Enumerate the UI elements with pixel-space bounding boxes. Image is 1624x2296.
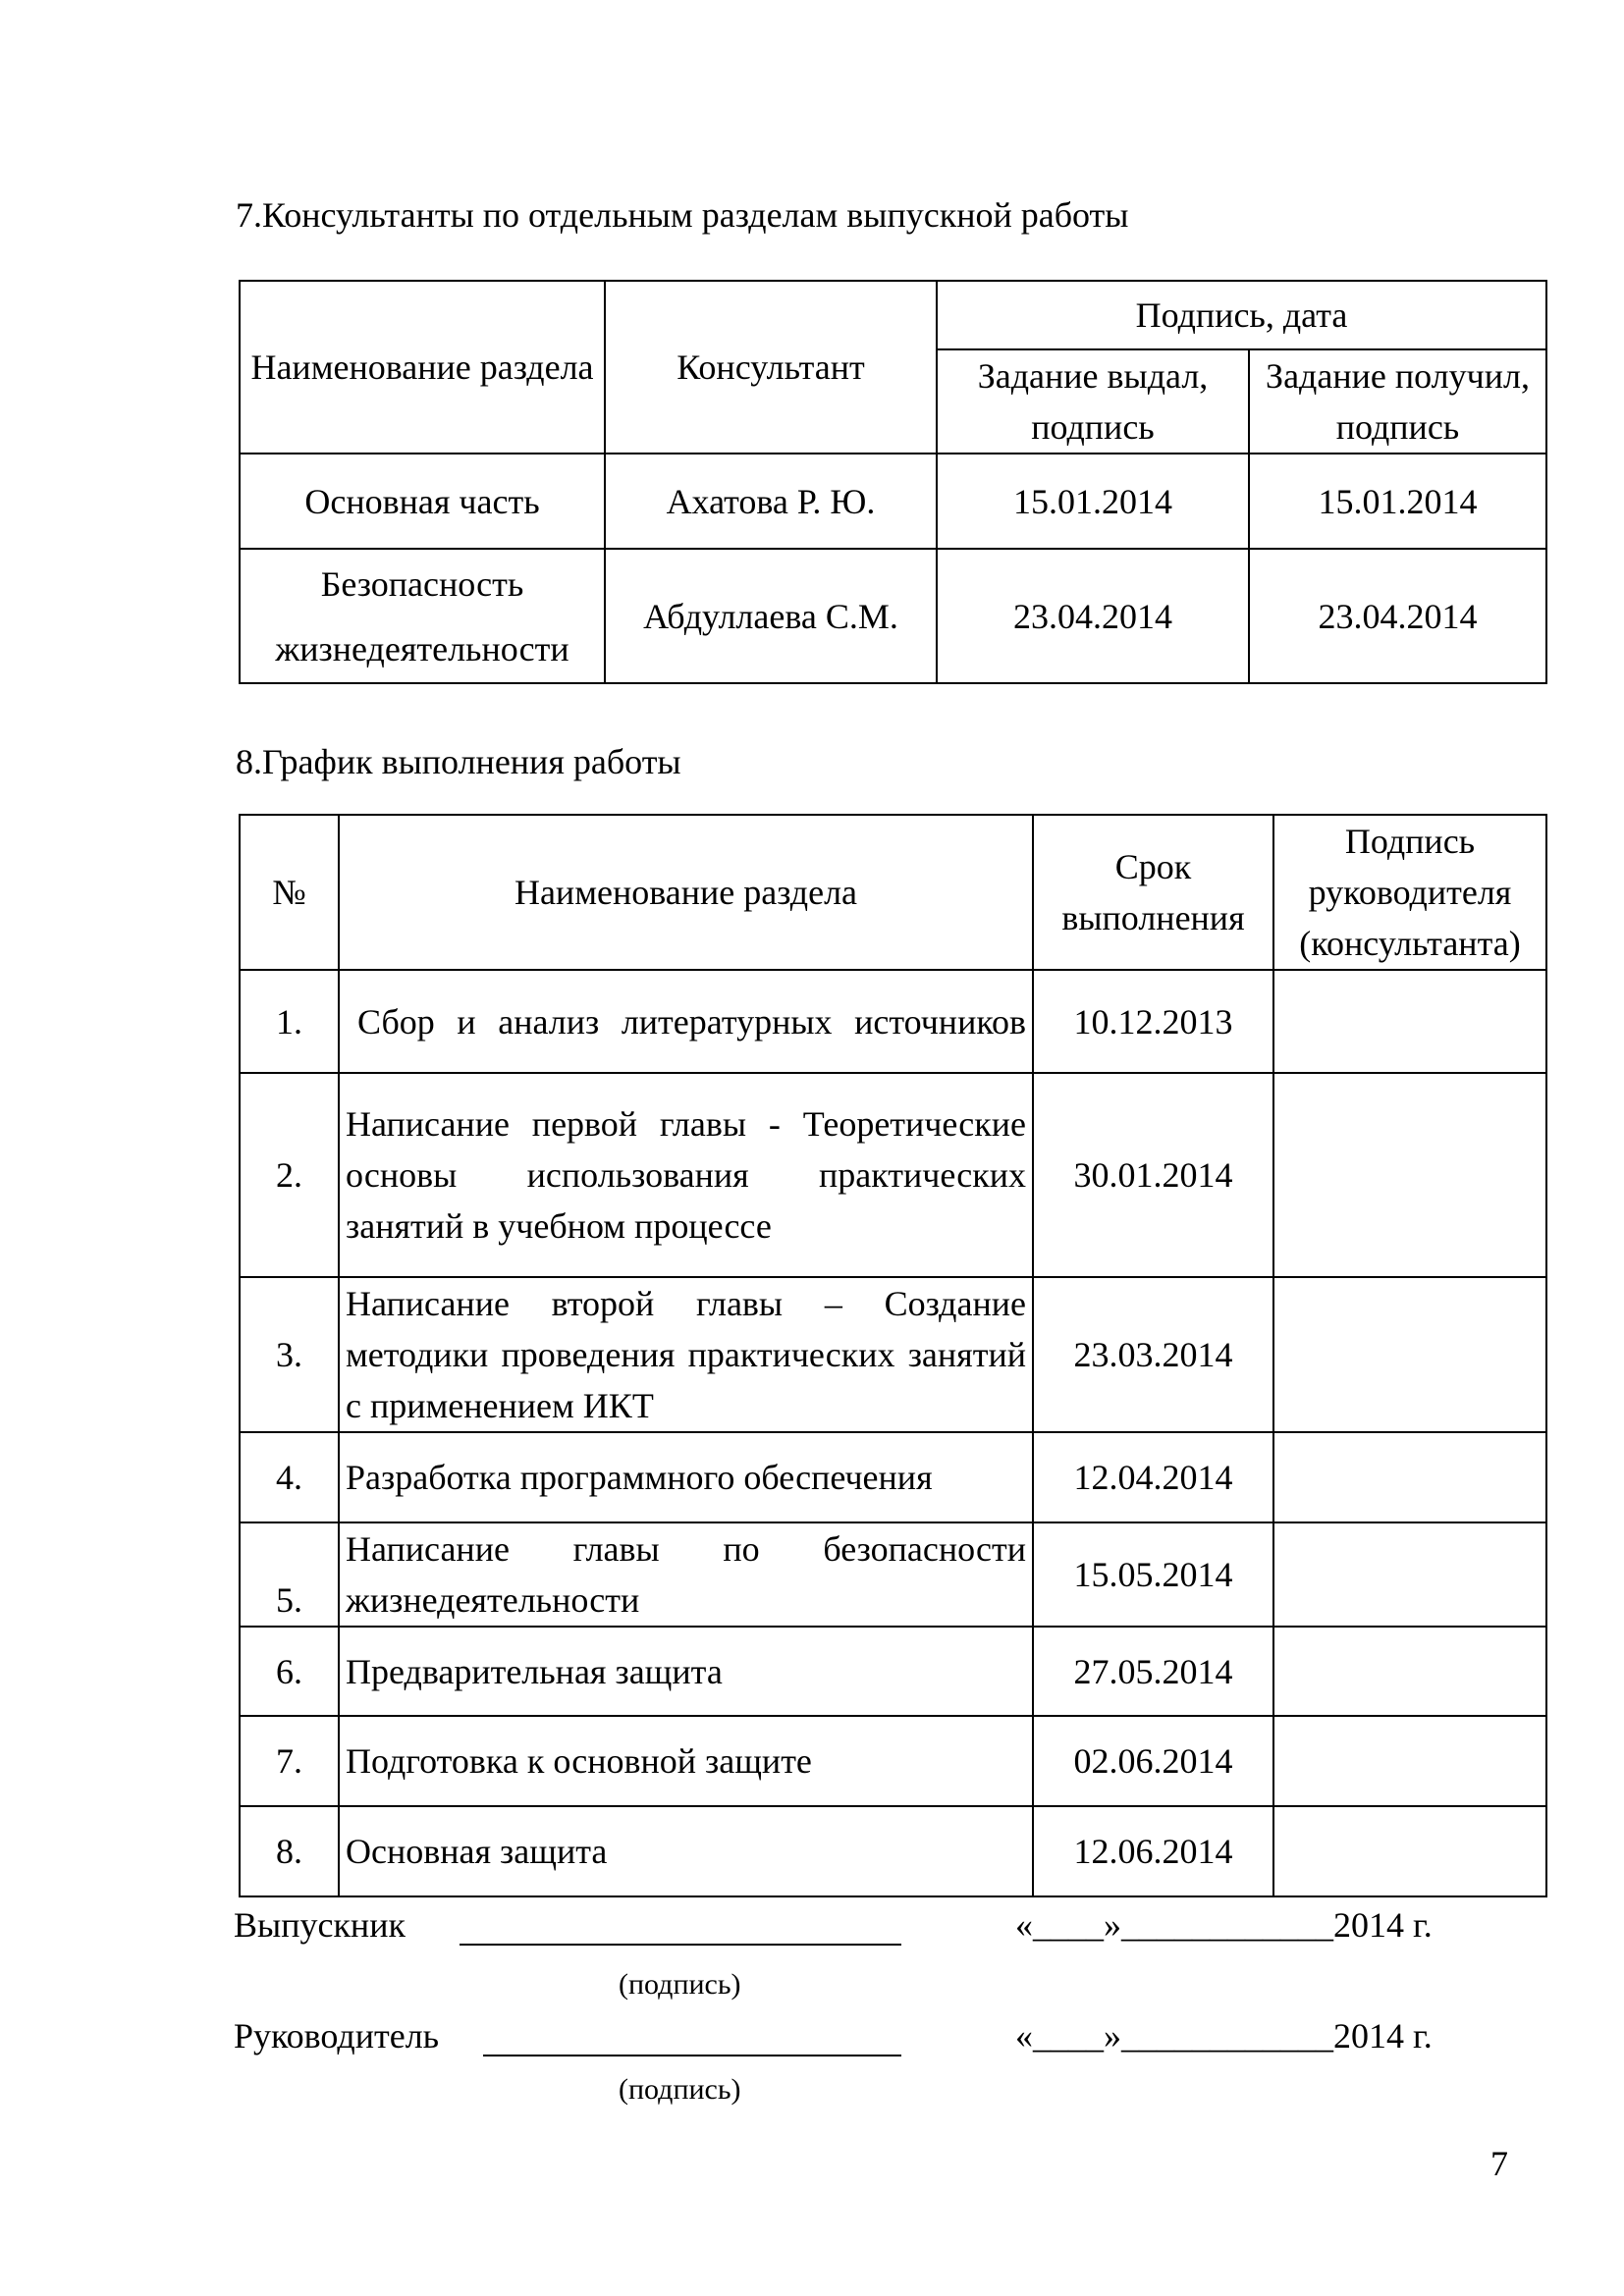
cell-deadline: 27.05.2014 — [1033, 1627, 1273, 1716]
page-number: 7 — [1490, 2144, 1508, 2183]
header-section-name: Наименование раздела — [339, 815, 1033, 970]
table-row — [240, 1806, 1546, 1896]
cell-num: 7. — [240, 1716, 339, 1806]
table-row — [240, 1627, 1546, 1716]
table-row — [240, 1073, 1546, 1277]
table-row — [240, 970, 1546, 1073]
cell-num: 6. — [240, 1627, 339, 1716]
graduate-signature-hint: (подпись) — [619, 1968, 741, 2001]
table-row — [240, 1522, 1546, 1627]
cell-consultant: Ахатова Р. Ю. — [605, 454, 937, 549]
header-deadline: Срок выполнения — [1033, 815, 1273, 970]
supervisor-label: Руководитель — [234, 2016, 440, 2056]
consultants-table — [239, 280, 1547, 684]
supervisor-signature-hint: (подпись) — [619, 2073, 741, 2106]
cell-name: Написание первой главы - Теоретические основы использования практических занятий в учебном процессе — [339, 1073, 1033, 1277]
cell-deadline: 15.05.2014 — [1033, 1522, 1273, 1627]
cell-deadline: 02.06.2014 — [1033, 1716, 1273, 1806]
cell-num: 2. — [240, 1073, 339, 1277]
table-row — [240, 1432, 1546, 1522]
cell-num: 3. — [240, 1277, 339, 1432]
header-num: № — [240, 815, 339, 970]
cell-deadline: 12.04.2014 — [1033, 1432, 1273, 1522]
cell-deadline: 12.06.2014 — [1033, 1806, 1273, 1896]
cell-name: Подготовка к основной защите — [339, 1716, 1033, 1806]
table-row — [240, 1716, 1546, 1806]
cell-signature — [1273, 1277, 1546, 1432]
cell-received: 23.04.2014 — [1249, 549, 1546, 683]
cell-num: 1. — [240, 970, 339, 1073]
table-row — [240, 1277, 1546, 1432]
graduate-signature-line — [460, 1944, 901, 1946]
cell-num: 5. — [240, 1522, 339, 1627]
cell-signature — [1273, 1073, 1546, 1277]
cell-name: Написание главы по безопасности жизнедеятельности — [339, 1522, 1033, 1627]
cell-name: Сбор и анализ литературных источников — [339, 970, 1033, 1073]
cell-num: 8. — [240, 1806, 339, 1896]
cell-deadline: 30.01.2014 — [1033, 1073, 1273, 1277]
header-task-received: Задание получил, подпись — [1249, 349, 1546, 454]
cell-signature — [1273, 1522, 1546, 1627]
header-supervisor-sign: Подпись руководителя (консультанта) — [1273, 815, 1546, 970]
table-row — [240, 549, 1546, 683]
cell-issued: 15.01.2014 — [937, 454, 1249, 549]
cell-name: Разработка программного обеспечения — [339, 1432, 1033, 1522]
cell-section: Безопасность жизнедеятельности — [240, 549, 605, 683]
section8-title: 8.График выполнения работы — [236, 742, 681, 781]
table-row — [240, 454, 1546, 549]
cell-signature — [1273, 1716, 1546, 1806]
cell-deadline: 10.12.2013 — [1033, 970, 1273, 1073]
cell-signature — [1273, 1627, 1546, 1716]
section7-title: 7.Консультанты по отдельным разделам выпускной работы — [236, 195, 1129, 235]
cell-issued: 23.04.2014 — [937, 549, 1249, 683]
cell-num: 4. — [240, 1432, 339, 1522]
cell-name: Основная защита — [339, 1806, 1033, 1896]
graduate-label: Выпускник — [234, 1905, 406, 1945]
supervisor-date: «____»____________2014 г. — [1015, 2016, 1433, 2056]
graduate-date: «____»____________2014 г. — [1015, 1905, 1433, 1945]
cell-deadline: 23.03.2014 — [1033, 1277, 1273, 1432]
cell-signature — [1273, 1432, 1546, 1522]
schedule-table — [239, 814, 1547, 1897]
header-section-name: Наименование раздела — [240, 281, 605, 454]
cell-received: 15.01.2014 — [1249, 454, 1546, 549]
header-consultant: Консультант — [605, 281, 937, 454]
cell-section: Основная часть — [240, 454, 605, 549]
supervisor-signature-line — [483, 2055, 901, 2056]
cell-name: Написание второй главы – Создание методики проведения практических занятий с применением ИКТ — [339, 1277, 1033, 1432]
header-task-issued: Задание выдал, подпись — [937, 349, 1249, 454]
cell-signature — [1273, 970, 1546, 1073]
cell-signature — [1273, 1806, 1546, 1896]
header-signature-date: Подпись, дата — [937, 281, 1546, 349]
cell-consultant: Абдуллаева С.М. — [605, 549, 937, 683]
cell-name: Предварительная защита — [339, 1627, 1033, 1716]
